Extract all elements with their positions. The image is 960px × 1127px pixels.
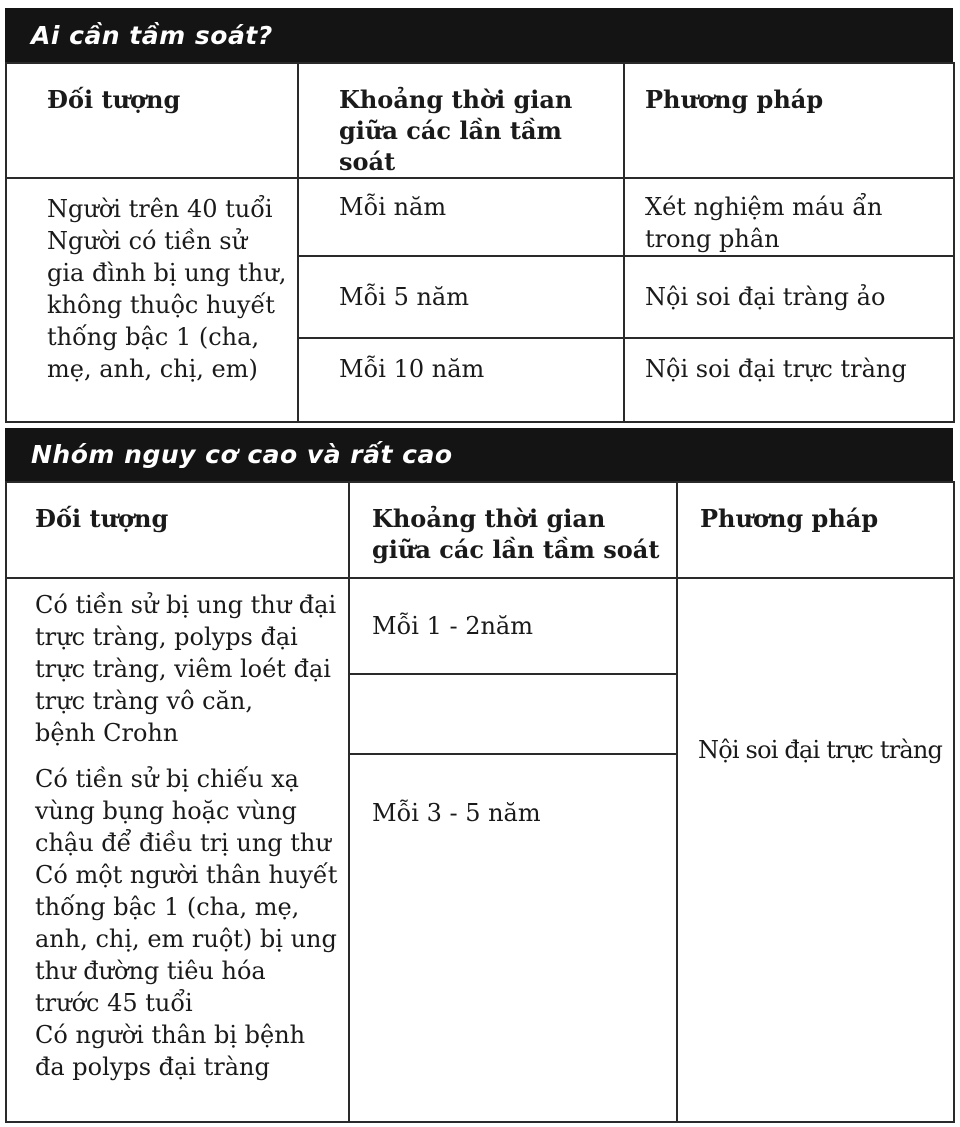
section1-title: Ai cần tầm soát? bbox=[31, 20, 273, 50]
s1-header-interval: Khoảng thời gian giữa các lần tầm soát bbox=[298, 63, 624, 178]
s1-method-2: Nội soi đại tràng ảo bbox=[624, 256, 954, 338]
s2-interval-1: Mỗi 1 - 2năm bbox=[349, 578, 677, 674]
s2-interval-2 bbox=[349, 674, 677, 754]
s1-interval-3: Mỗi 10 năm bbox=[298, 338, 624, 422]
s2-method: Nội soi đại trực tràng bbox=[677, 578, 954, 1122]
section2-title-bar bbox=[5, 428, 953, 481]
section2-table bbox=[5, 481, 955, 1123]
section1-title-bar bbox=[5, 8, 953, 62]
s1-interval-2: Mỗi 5 năm bbox=[298, 256, 624, 338]
s2-header-subject: Đối tượng bbox=[6, 482, 349, 578]
s2-subject-1: Có tiền sử bị ung thư đại trực tràng, polyps đại trực tràng, viêm loét đại trực tràng vô căn, bệnh Crohn bbox=[35, 591, 337, 747]
s2-header-interval: Khoảng thời gian giữa các lần tầm soát bbox=[349, 482, 677, 578]
s1-method-3: Nội soi đại trực tràng bbox=[624, 338, 954, 422]
s2-subject-2: Có tiền sử bị chiếu xạ vùng bụng hoặc vùng chậu để điều trị ung thư Có một người thân huyết thống bậc 1 (cha, mẹ, anh, chị, em ruột) bị ung thư đường tiêu hóa trước 45 tuổi Có người thân bị bệnh đa polyps đại tràng bbox=[35, 765, 338, 1081]
s1-header-method: Phương pháp bbox=[624, 63, 954, 178]
s2-header-method: Phương pháp bbox=[677, 482, 954, 578]
section2-title: Nhóm nguy cơ cao và rất cao bbox=[31, 440, 453, 469]
s1-subject: Người trên 40 tuổi Người có tiền sử gia đình bị ung thư, không thuộc huyết thống bậc 1 (cha, mẹ, anh, chị, em) bbox=[6, 178, 298, 422]
s1-method-1: Xét nghiệm máu ẩn trong phân bbox=[624, 178, 954, 256]
s2-subject bbox=[6, 578, 349, 1122]
s1-header-subject: Đối tượng bbox=[6, 63, 298, 178]
s1-interval-1: Mỗi năm bbox=[298, 178, 624, 256]
section1-table bbox=[5, 62, 955, 423]
s2-interval-3: Mỗi 3 - 5 năm bbox=[349, 754, 677, 1122]
